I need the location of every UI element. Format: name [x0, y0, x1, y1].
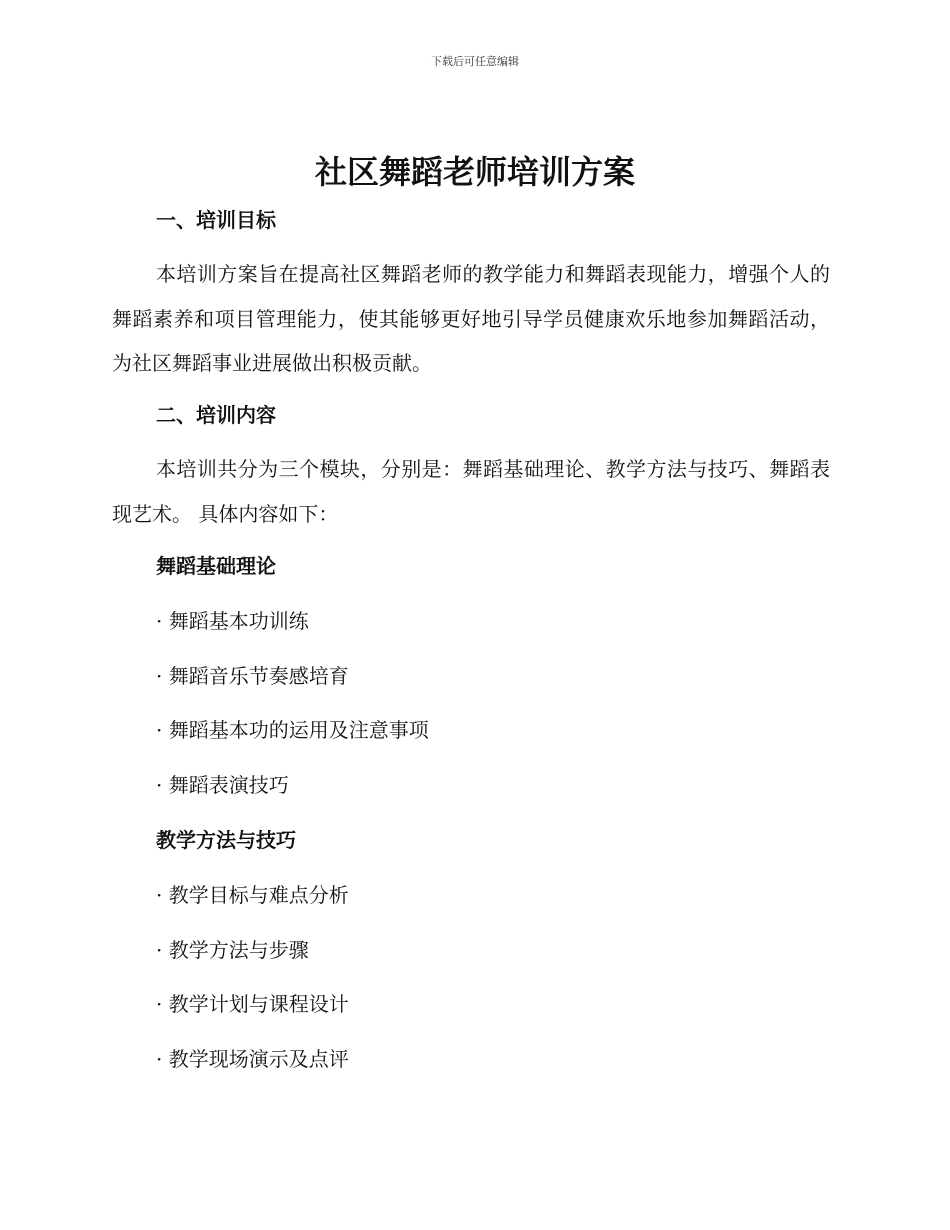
document-title: 社区舞蹈老师培训方案 [314, 153, 635, 191]
list-item: · 教学方法与步骤 [156, 938, 309, 962]
section-heading-training-goals: 一、培训目标 [156, 208, 276, 232]
list-item: · 教学现场演示及点评 [156, 1047, 349, 1071]
training-content-paragraph: 本培训共分为三个模块，分别是：舞蹈基础理论、教学方法与技巧、舞蹈表现艺术。 具体内容如下： [112, 457, 830, 526]
page-header: 下载后可任意编辑 [431, 55, 519, 68]
list-item: · 舞蹈表演技巧 [156, 773, 289, 797]
list-item: · 舞蹈基本功的运用及注意事项 [156, 718, 429, 742]
module-heading-teaching-methods: 教学方法与技巧 [156, 828, 296, 852]
module-heading-dance-theory: 舞蹈基础理论 [156, 554, 276, 578]
list-item: · 舞蹈音乐节奏感培育 [156, 664, 349, 688]
list-item: · 教学计划与课程设计 [156, 992, 349, 1016]
list-item: · 教学目标与难点分析 [156, 883, 349, 907]
list-item: · 舞蹈基本功训练 [156, 609, 309, 633]
training-goals-paragraph: 本培训方案旨在提高社区舞蹈老师的教学能力和舞蹈表现能力，增强个人的舞蹈素养和项目管理能力，使其能够更好地引导学员健康欢乐地参加舞蹈活动，为社区舞蹈事业进展做出积极贡献。 [112, 262, 830, 375]
section-heading-training-content: 二、培训内容 [156, 403, 276, 427]
